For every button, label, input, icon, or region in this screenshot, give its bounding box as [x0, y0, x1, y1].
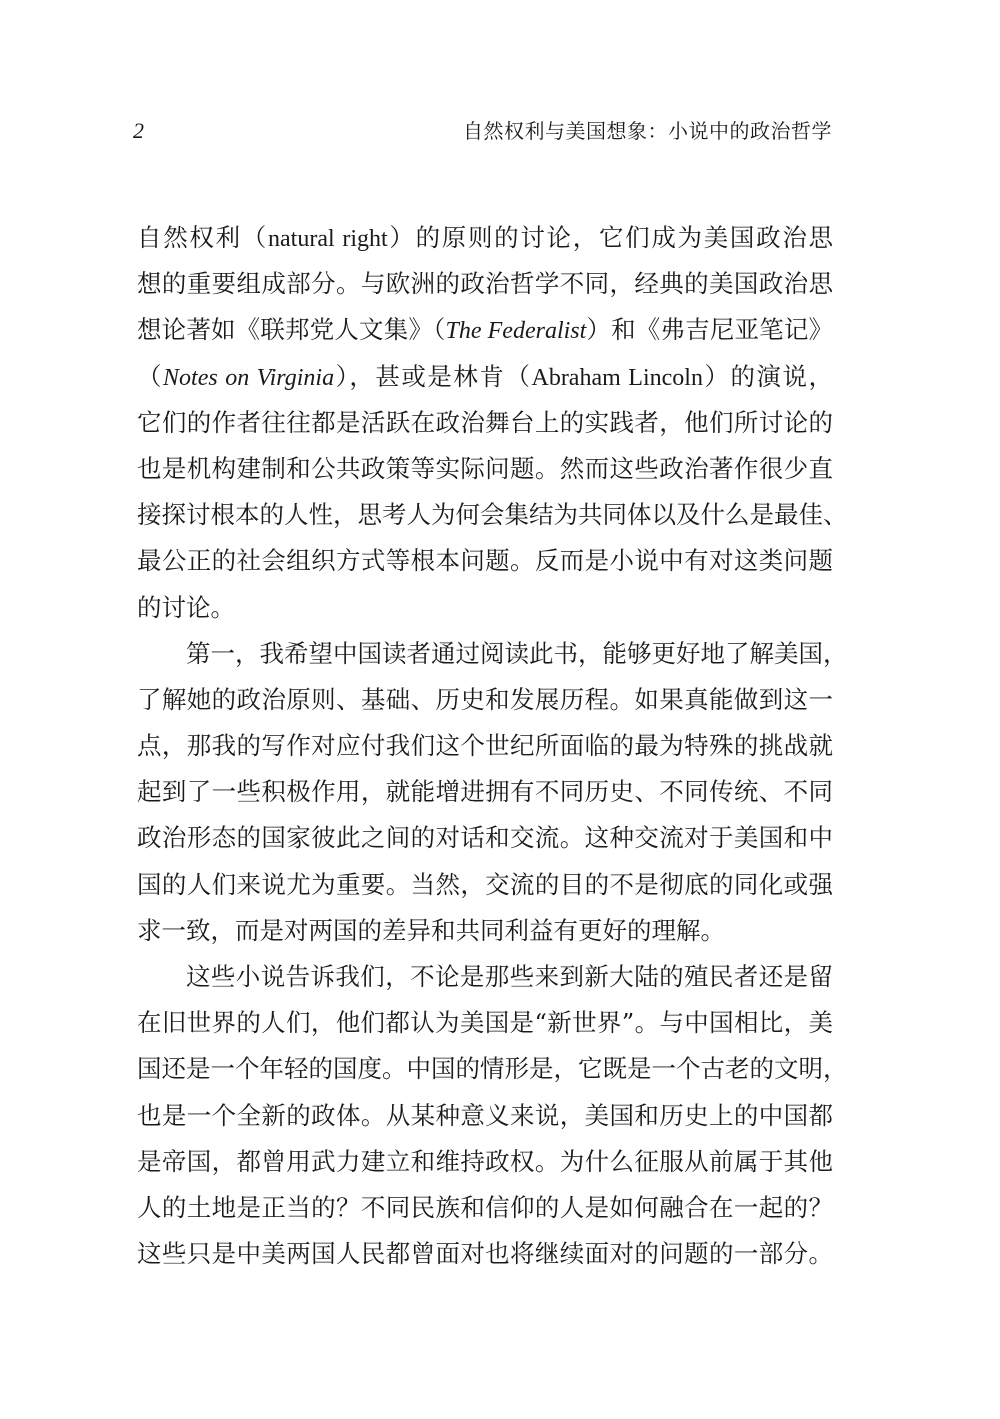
paragraph-3: [137, 954, 848, 1277]
text-line: 这些只是中美两国人民都曾面对也将继续面对的问题的一部分。: [137, 1239, 833, 1269]
text-line: 它们的作者往往都是活跃在政治舞台上的实践者，他们所讨论的: [137, 407, 833, 437]
paragraph-1: [137, 215, 848, 631]
text-line: [137, 307, 833, 353]
text-line: 国还是一个年轻的国度。中国的情形是，它既是一个古老的文明，: [137, 1054, 848, 1084]
name-abraham-lincoln: Abraham Lincoln: [531, 364, 703, 391]
text-line: 第一，我希望中国读者通过阅读此书，能够更好地了解美国，: [186, 638, 848, 668]
text-line: 是帝国，都曾用武力建立和维持政权。为什么征服从前属于其他: [137, 1146, 833, 1176]
text-run: 自然权利（: [137, 223, 268, 252]
text-line: 国的人们来说尤为重要。当然，交流的目的不是彻底的同化或强: [137, 869, 833, 899]
text-run: ），甚或是林肯（: [334, 361, 532, 391]
text-line: 点，那我的写作对应付我们这个世纪所面临的最为特殊的挑战就: [137, 731, 833, 761]
text-line: 在旧世界的人们，他们都认为美国是“新世界”。与中国相比，美: [137, 1008, 833, 1038]
text-line: 最公正的社会组织方式等根本问题。反而是小说中有对这类问题: [137, 546, 833, 576]
text-run: 想论著如《联邦党人文集》（: [137, 315, 446, 345]
text-line: 想的重要组成部分。与欧洲的政治哲学不同，经典的美国政治思: [137, 269, 833, 299]
text-line: 起到了一些积极作用，就能增进拥有不同历史、不同传统、不同: [137, 777, 833, 807]
text-line: 这些小说告诉我们，不论是那些来到新大陆的殖民者还是留: [186, 962, 833, 991]
text-line: 也是一个全新的政体。从某种意义来说，美国和历史上的中国都: [137, 1100, 833, 1130]
text-line: [137, 354, 833, 400]
text-run: （: [137, 361, 164, 391]
paragraph-2: [137, 631, 848, 954]
term-natural-right: natural right: [268, 226, 388, 252]
body-text: [137, 215, 848, 1277]
running-title: 自然权利与美国想象：小说中的政治哲学: [463, 119, 832, 143]
text-line: 人的土地是正当的？不同民族和信仰的人是如何融合在一起的？: [137, 1192, 833, 1222]
title-the-federalist: The Federalist: [445, 318, 587, 345]
text-run: ）的原则的讨论，它们成为美国政治思: [387, 223, 834, 252]
title-notes-on-virginia: Notes on Virginia: [163, 364, 335, 391]
text-line: 求一致，而是对两国的差异和共同利益有更好的理解。: [137, 915, 725, 945]
text-line: [137, 215, 833, 261]
text-run: ）的演说，: [702, 361, 834, 391]
text-line: 的讨论。: [137, 592, 235, 622]
text-run: ）和《弗吉尼亚笔记》: [586, 315, 834, 345]
text-line: 接探讨根本的人性，思考人为何会集结为共同体以及什么是最佳、: [137, 500, 848, 530]
text-line: 了解她的政治原则、基础、历史和发展历程。如果真能做到这一: [137, 684, 833, 714]
text-line: 也是机构建制和公共政策等实际问题。然而这些政治著作很少直: [137, 453, 833, 483]
page-number: 2: [133, 118, 144, 143]
text-line: 政治形态的国家彼此之间的对话和交流。这种交流对于美国和中: [137, 823, 833, 853]
